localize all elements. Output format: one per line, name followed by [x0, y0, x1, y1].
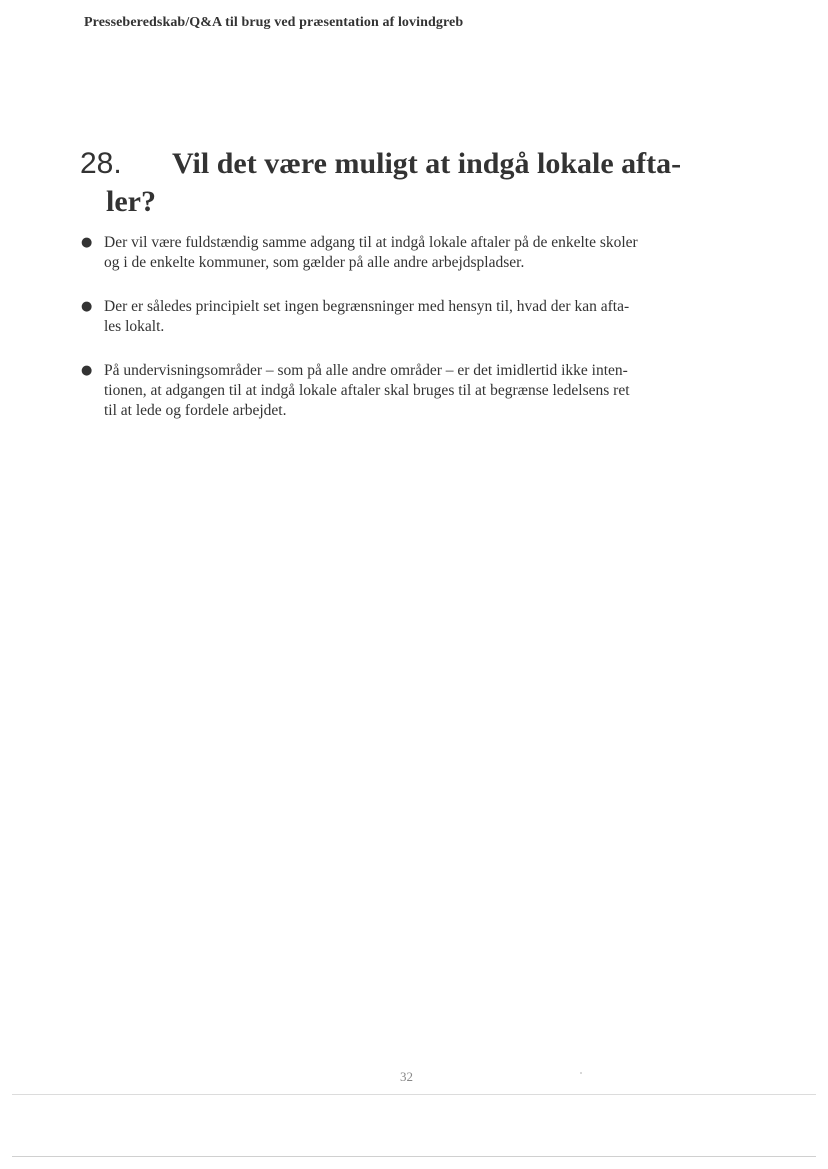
page-number: 32 [400, 1069, 413, 1084]
bullet-text-line: Der er således principielt set ingen begrænsninger med hensyn til, hvad der kan afta- [104, 298, 630, 315]
bullet-item [78, 297, 758, 337]
scan-edge-line [12, 1156, 816, 1157]
bullet-dot-icon: ● [81, 363, 93, 378]
bullet-text-line: til at lede og fordele arbejdet. [104, 402, 287, 419]
bullet-item [78, 233, 758, 273]
question-title-line-2: ler? [106, 185, 156, 218]
bullet-dot-icon: ● [81, 299, 93, 314]
running-header: Presseberedskab/Q&A til brug ved præsentation af lovindgreb [84, 15, 464, 30]
scan-edge-line [12, 1094, 816, 1095]
bullet-text-line: les lokalt. [104, 318, 165, 335]
bullet-text-line: og i de enkelte kommuner, som gælder på alle andre arbejdspladser. [104, 254, 525, 271]
question-number: 28. [80, 147, 122, 180]
answer-bullet-list [78, 233, 758, 445]
scan-speck [580, 1072, 582, 1074]
bullet-dot-icon: ● [81, 235, 93, 250]
bullet-item [78, 361, 758, 421]
question-title-line-1: Vil det være muligt at indgå lokale afta- [172, 147, 682, 180]
bullet-text-line: Der vil være fuldstændig samme adgang til at indgå lokale aftaler på de enkelte skoler [104, 234, 638, 251]
bullet-text-line: tionen, at adgangen til at indgå lokale aftaler skal bruges til at begrænse ledelsens ret [104, 382, 630, 399]
bullet-text-line: På undervisningsområder – som på alle andre områder – er det imidlertid ikke inten- [104, 362, 628, 379]
